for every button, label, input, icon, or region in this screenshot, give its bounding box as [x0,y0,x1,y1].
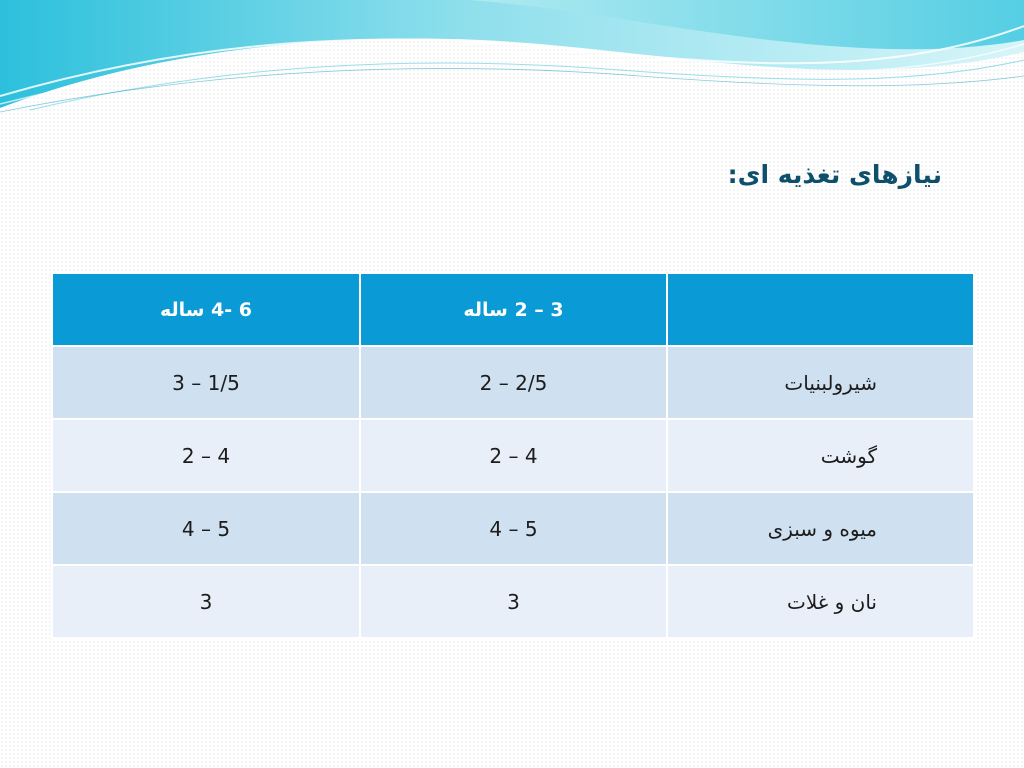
row-label-fruit-vegetables: میوه و سبزی [667,492,974,565]
cell-value: 4 – 5 [489,516,538,541]
header-age-2-3: 3 – 2 ساله [360,273,667,346]
table-row [52,565,974,638]
header-food-group [667,273,974,346]
cell-bread-grains-age-4-6 [52,565,360,638]
cell-meat-age-4-6 [52,419,360,492]
cell-bread-grains-age-2-3 [360,565,667,638]
row-label-meat: گوشت [667,419,974,492]
table-row [52,492,974,565]
cell-meat-age-2-3 [360,419,667,492]
cell-fruit-vegetables-age-2-3 [360,492,667,565]
table-row [52,346,974,419]
row-label-bread-grains: نان و غلات [667,565,974,638]
table-row [52,419,974,492]
header-wave-decoration [0,0,1024,120]
table-header-row [52,273,974,346]
cell-value: 3 – 1/5 [172,370,240,395]
cell-value: 3 [199,589,213,614]
slide-title: نیازهای تغذیه ای: [727,160,942,189]
cell-value: 3 [507,589,520,614]
nutrition-table [51,272,975,639]
cell-fruit-vegetables-age-4-6 [52,492,360,565]
cell-value: 2 – 4 [181,443,231,468]
cell-dairy-age-2-3 [360,346,667,419]
cell-dairy-age-4-6 [52,346,360,419]
cell-value: 2 – 4 [489,443,538,468]
row-label-dairy: شیرولبنیات [667,346,974,419]
header-age-4-6: 6 -4 ساله [52,273,360,346]
cell-value: 4 – 5 [181,516,231,541]
cell-value: 2 – 2/5 [479,370,548,395]
